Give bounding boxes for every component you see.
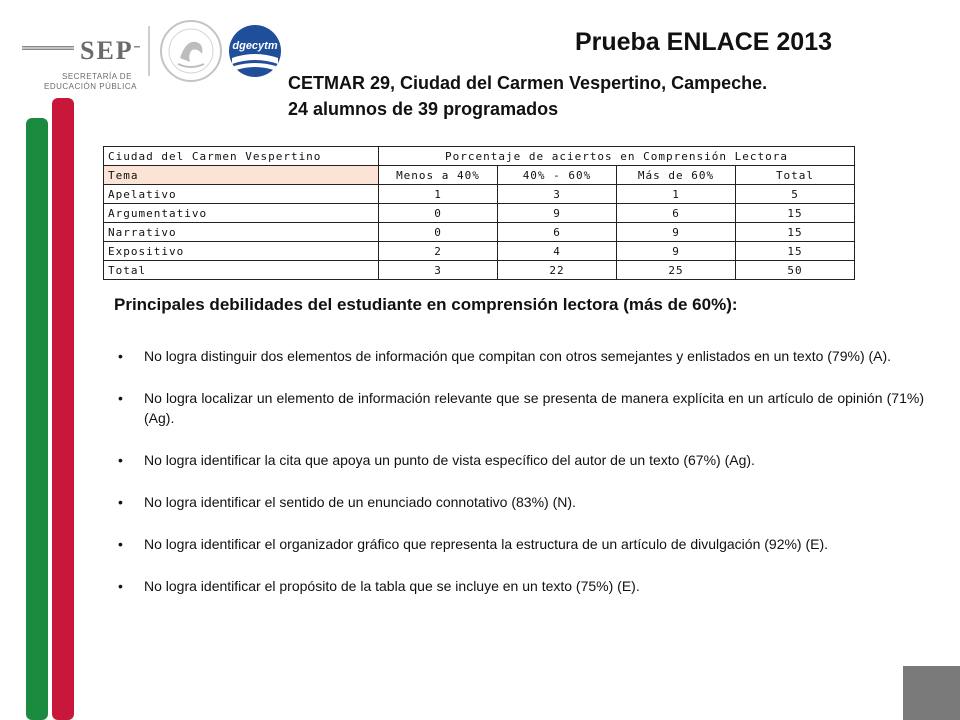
sep-logo-text: SEP	[80, 36, 134, 65]
table-cell: 2	[379, 242, 498, 261]
green-decorative-bar	[26, 118, 48, 720]
table-cell: 5	[736, 185, 855, 204]
row-label: Apelativo	[104, 185, 379, 204]
sep-logo-subtitle-1: SECRETARÍA DE	[62, 72, 132, 81]
svg-text:dgecytm: dgecytm	[232, 40, 278, 52]
list-item-text: No logra localizar un elemento de información relevante que se presenta de manera explícita en un artículo de opinión (71%) (Ag).	[144, 390, 924, 426]
list-item	[118, 576, 924, 596]
column-header: Más de 60%	[617, 166, 736, 185]
list-item	[118, 492, 924, 512]
red-decorative-bar	[52, 98, 74, 720]
list-item-text: No logra identificar la cita que apoya un punto de vista específico del autor de un texto (67%) (Ag).	[144, 452, 755, 468]
bullet-icon: •	[118, 452, 123, 468]
table-cell: 9	[617, 242, 736, 261]
column-header: Menos a 40%	[379, 166, 498, 185]
table-cell: 25	[617, 261, 736, 280]
table-cell: 6	[498, 223, 617, 242]
table-cell: 6	[617, 204, 736, 223]
bullet-icon: •	[118, 578, 123, 594]
list-item	[118, 388, 924, 428]
mexican-eagle-seal-icon	[158, 18, 224, 84]
column-header: 40% - 60%	[498, 166, 617, 185]
sep-logo	[22, 22, 140, 91]
page-title: Prueba ENLACE 2013	[574, 28, 832, 56]
corner-gray-block	[903, 666, 960, 720]
column-header: Total	[736, 166, 855, 185]
school-name-cell: Ciudad del Carmen Vespertino	[104, 147, 379, 166]
row-label: Expositivo	[104, 242, 379, 261]
table-cell: 4	[498, 242, 617, 261]
table-row	[104, 204, 855, 223]
bullet-icon: •	[118, 348, 123, 364]
row-label: Narrativo	[104, 223, 379, 242]
sep-logo-subtitle-2: EDUCACIÓN PÚBLICA	[44, 82, 137, 91]
table-row	[104, 223, 855, 242]
table-cell: 22	[498, 261, 617, 280]
table-column-header-row	[104, 166, 855, 185]
table-cell: 3	[379, 261, 498, 280]
list-item-text: No logra identificar el propósito de la tabla que se incluye en un texto (75%) (E).	[144, 578, 640, 594]
table-cell: 1	[617, 185, 736, 204]
page-subtitle	[288, 70, 767, 122]
table-cell: 9	[498, 204, 617, 223]
row-label: Argumentativo	[104, 204, 379, 223]
table-cell: 15	[736, 223, 855, 242]
subtitle-school: CETMAR 29, Ciudad del Carmen Vespertino, Campeche.	[288, 73, 768, 93]
table-cell: 50	[736, 261, 855, 280]
row-label: Total	[104, 261, 379, 280]
list-item	[118, 450, 924, 470]
subtitle-students: 24 alumnos de 39 programados	[288, 99, 559, 119]
weaknesses-list	[118, 346, 924, 618]
weaknesses-title: Principales debilidades del estudiante en comprensión lectora (más de 60%):	[114, 295, 738, 314]
table-row	[104, 242, 855, 261]
logo-divider	[148, 26, 150, 76]
dgecytm-logo-icon	[228, 24, 282, 78]
list-item	[118, 346, 924, 366]
table-cell: 0	[379, 223, 498, 242]
table-total-row	[104, 261, 855, 280]
table-header-row	[104, 147, 855, 166]
list-item-text: No logra identificar el organizador gráfico que representa la estructura de un artículo de divulgación (92%) (E).	[144, 536, 829, 552]
bullet-icon: •	[118, 536, 123, 552]
list-item	[118, 534, 924, 554]
table-cell: 1	[379, 185, 498, 204]
group-header-cell: Porcentaje de aciertos en Comprensión Lectora	[379, 147, 855, 166]
tema-header-cell: Tema	[104, 166, 379, 185]
table-cell: 3	[498, 185, 617, 204]
table-cell: 0	[379, 204, 498, 223]
table-row	[104, 185, 855, 204]
list-item-text: No logra distinguir dos elementos de información que compitan con otros semejantes y enlistados en un texto (79%) (A).	[144, 348, 892, 364]
bullet-icon: •	[118, 390, 123, 406]
table-cell: 15	[736, 242, 855, 261]
table-cell: 15	[736, 204, 855, 223]
results-table	[103, 146, 855, 280]
bullet-icon: •	[118, 494, 123, 510]
list-item-text: No logra identificar el sentido de un enunciado connotativo (83%) (N).	[144, 494, 576, 510]
table-cell: 9	[617, 223, 736, 242]
